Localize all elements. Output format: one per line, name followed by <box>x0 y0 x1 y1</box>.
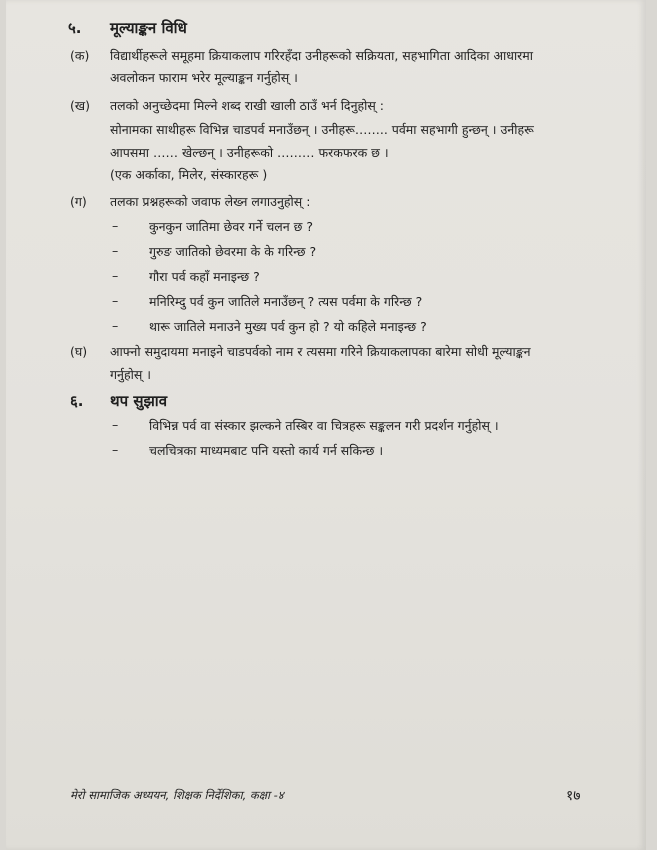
item-gha-line-2: गर्नुहोस् । <box>110 367 152 382</box>
question-2: गुरुङ जातिको छेवरमा के के गरिन्छ ? <box>149 244 317 259</box>
item-kha-options: (एक अर्काका, मिलेर, संस्कारहरू ) <box>110 167 268 182</box>
dash-bullet: – <box>112 417 119 432</box>
item-kha-line-2: आपसमा …… खेल्छन् । उनीहरूको ……… फरकफरक छ । <box>110 145 389 160</box>
item-ga-instruction: तलका प्रश्नहरूको जवाफ लेख्न लगाउनुहोस् : <box>110 194 311 209</box>
item-ka-marker: (क) <box>70 48 90 63</box>
question-3: गौरा पर्व कहाँ मनाइन्छ ? <box>149 269 260 284</box>
footer-text: मेरो सामाजिक अध्ययन, शिक्षक निर्देशिका, कक्षा -४ <box>70 788 284 802</box>
item-ga-marker: (ग) <box>70 194 87 209</box>
item-kha-marker: (ख) <box>70 98 90 113</box>
dash-bullet: – <box>112 442 119 457</box>
section6-number: ६. <box>70 392 84 410</box>
dash-bullet: – <box>112 218 119 233</box>
section6-title: थप सुझाव <box>110 392 168 410</box>
document-page <box>6 0 646 850</box>
dash-bullet: – <box>112 268 119 283</box>
item-ka-line-2: अवलोकन फाराम भरेर मूल्याङ्कन गर्नुहोस् । <box>110 70 298 85</box>
item-ka-line-1: विद्यार्थीहरूले समूहमा क्रियाकलाप गरिरहँदा उनीहरूको सक्रियता, सहभागिता आदिका आधारमा <box>110 48 534 63</box>
section5-title: मूल्याङ्कन विधि <box>110 19 187 37</box>
dash-bullet: – <box>112 318 119 333</box>
item-gha-marker: (घ) <box>70 344 88 359</box>
item-kha-instruction: तलको अनुच्छेदमा मिल्ने शब्द राखी खाली ठाउँ भर्न दिनुहोस् : <box>110 98 385 113</box>
page-number: १७ <box>566 788 581 804</box>
section5-number: ५. <box>68 19 82 37</box>
dash-bullet: – <box>112 293 119 308</box>
suggestion-2: चलचित्रका माध्यमबाट पनि यस्तो कार्य गर्न सकिन्छ । <box>149 443 384 458</box>
suggestion-1: विभिन्न पर्व वा संस्कार झल्कने तस्बिर वा चित्रहरू सङ्कलन गरी प्रदर्शन गर्नुहोस् । <box>149 418 499 433</box>
question-4: मनिरिम्दु पर्व कुन जातिले मनाउँछन् ? त्यस पर्वमा के गरिन्छ ? <box>149 294 423 309</box>
question-5: थारू जातिले मनाउने मुख्य पर्व कुन हो ? यो कहिले मनाइन्छ ? <box>149 319 427 334</box>
item-kha-line-1: सोनामका साथीहरू विभिन्न चाडपर्व मनाउँछन् । उनीहरू…….. पर्वमा सहभागी हुन्छन् । उनीहरू <box>110 122 534 137</box>
dash-bullet: – <box>112 243 119 258</box>
question-1: कुनकुन जातिमा छेवर गर्ने चलन छ ? <box>149 219 314 234</box>
item-gha-line-1: आफ्नो समुदायमा मनाइने चाडपर्वको नाम र त्यसमा गरिने क्रियाकलापका बारेमा सोधी मूल्याङ्कन <box>110 344 531 359</box>
